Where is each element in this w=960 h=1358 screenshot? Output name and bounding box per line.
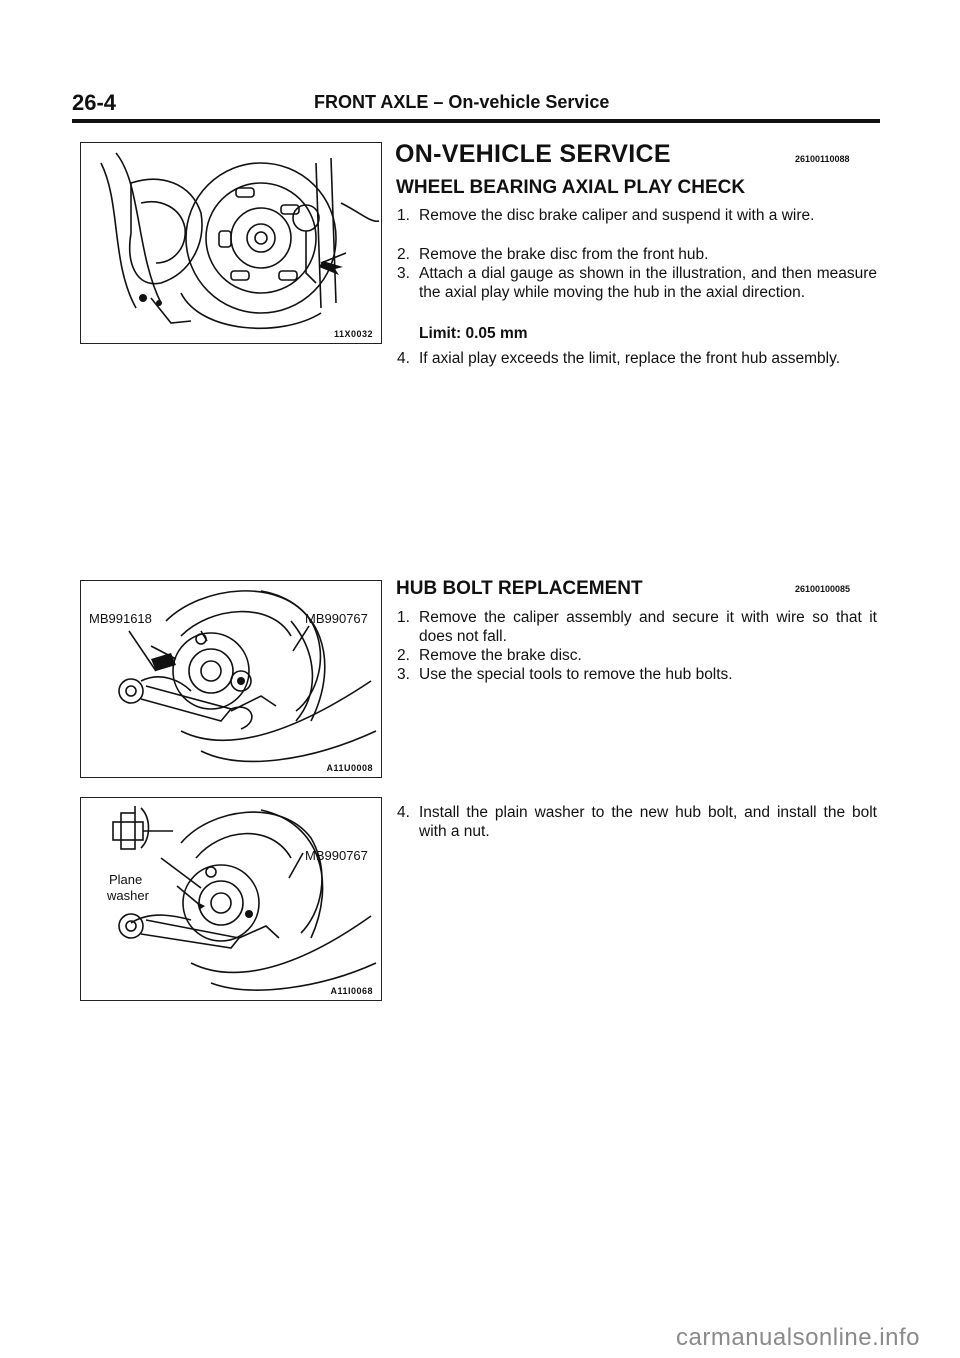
- figure-label-mb990767: MB990767: [305, 848, 368, 863]
- figure-label-plane: Plane: [109, 872, 143, 887]
- figure-code: 11X0032: [333, 329, 373, 339]
- hub-step-1: 1. Remove the caliper assembly and secure it with wire so that it does not fall.: [397, 609, 877, 645]
- figure-code: A11U0008: [326, 763, 373, 773]
- hub-step-3: 3. Use the special tools to remove the hub bolts.: [397, 666, 733, 683]
- bearing-step-3: 3. Attach a dial gauge as shown in the illustration, and then measure the axial play while moving the hub in the axial direction.: [397, 265, 877, 301]
- header-title: FRONT AXLE – On-vehicle Service: [314, 92, 610, 112]
- bearing-step-1: 1. Remove the disc brake caliper and suspend it with a wire.: [397, 207, 815, 224]
- bearing-step-2: 2. Remove the brake disc from the front hub.: [397, 246, 709, 263]
- hub-bolt-code: 26100100085: [795, 584, 851, 594]
- section-title: ON-VEHICLE SERVICE: [395, 140, 671, 168]
- page-header: [72, 90, 880, 120]
- hub-step-2: 2. Remove the brake disc.: [397, 647, 582, 664]
- figure-remove-hub-bolts: [80, 580, 382, 778]
- figure-code: A11I0068: [330, 986, 373, 996]
- figure-dial-gauge: [80, 142, 382, 344]
- figure-label-mb991618: MB991618: [89, 611, 152, 626]
- dial-gauge-illustration: [81, 143, 381, 343]
- header-rule: [72, 119, 880, 123]
- figure-label-washer: washer: [107, 888, 149, 903]
- hub-bolt-title: HUB BOLT REPLACEMENT: [396, 578, 643, 599]
- bearing-step-4: 4. If axial play exceeds the limit, replace the front hub assembly.: [397, 350, 841, 367]
- section-code: 26100110088: [795, 154, 850, 164]
- bearing-check-title: WHEEL BEARING AXIAL PLAY CHECK: [396, 177, 746, 198]
- figure-install-hub-bolt: [80, 797, 382, 1001]
- limit-value: Limit: 0.05 mm: [419, 325, 528, 342]
- hub-step-4: 4. Install the plain washer to the new hub bolt, and install the bolt with a nut.: [397, 804, 877, 840]
- figure-label-mb990767: MB990767: [305, 611, 368, 626]
- page-number: 26-4: [72, 90, 117, 115]
- watermark: carmanualsonline.info: [676, 1324, 920, 1351]
